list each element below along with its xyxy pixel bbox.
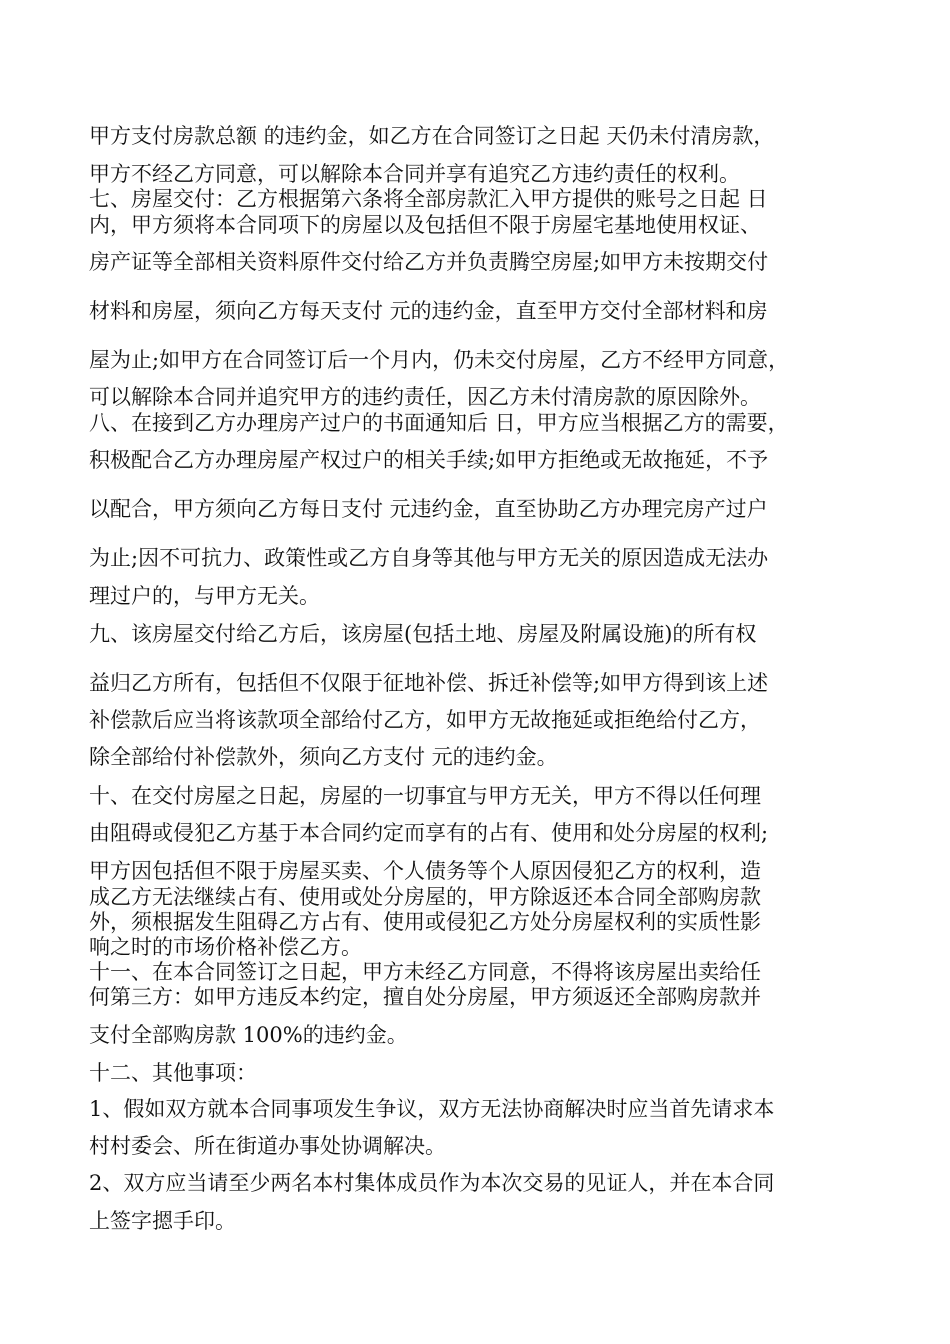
text-line: 十、在交付房屋之日起，房屋的一切事宜与甲方无关，甲方不得以任何理 xyxy=(89,784,761,808)
text-line: 由阻碍或侵犯乙方基于本合同约定而享有的占有、使用和处分房屋的权利; xyxy=(89,821,769,845)
text-line: 内，甲方须将本合同项下的房屋以及包括但不限于房屋宅基地使用权证、 xyxy=(89,213,761,237)
text-line: 十二、其他事项： xyxy=(89,1061,257,1085)
text-line: 九、该房屋交付给乙方后，该房屋(包括土地、房屋及附属设施)的所有权 xyxy=(89,622,757,646)
text-line: 为止;因不可抗力、政策性或乙方自身等其他与甲方无关的原因造成无法办 xyxy=(89,546,769,570)
text-line: 上签字摁手印。 xyxy=(89,1209,236,1233)
text-line: 2、双方应当请至少两名本村集体成员作为本次交易的见证人，并在本合同 xyxy=(89,1171,775,1195)
text-line: 积极配合乙方办理房屋产权过户的相关手续;如甲方拒绝或无故拖延，不予 xyxy=(89,448,769,472)
text-line: 十一、在本合同签订之日起，甲方未经乙方同意，不得将该房屋出卖给任 xyxy=(89,960,761,984)
text-line: 屋为止;如甲方在合同签订后一个月内，仍未交付房屋，乙方不经甲方同意， xyxy=(89,348,790,372)
text-line: 甲方因包括但不限于房屋买卖、个人债务等个人原因侵犯乙方的权利，造 xyxy=(89,859,761,883)
text-line: 七、房屋交付：乙方根据第六条将全部房款汇入甲方提供的账号之日起 日 xyxy=(89,187,768,211)
text-line: 外，须根据发生阻碍乙方占有、使用或侵犯乙方处分房屋权利的实质性影 xyxy=(89,910,761,934)
text-line: 房产证等全部相关资料原件交付给乙方并负责腾空房屋;如甲方未按期交付 xyxy=(89,250,769,274)
text-line: 1、假如双方就本合同事项发生争议，双方无法协商解决时应当首先请求本 xyxy=(89,1097,775,1121)
text-line: 益归乙方所有，包括但不仅限于征地补偿、拆迁补偿等;如甲方得到该上述 xyxy=(89,671,769,695)
text-line: 支付全部购房款 100%的违约金。 xyxy=(89,1023,408,1047)
text-line: 八、在接到乙方办理房产过户的书面通知后 日，甲方应当根据乙方的需要， xyxy=(89,411,789,435)
text-line: 成乙方无法继续占有、使用或处分房屋的，甲方除返还本合同全部购房款 xyxy=(89,885,761,909)
text-line: 理过户的，与甲方无关。 xyxy=(89,584,320,608)
text-line: 除全部给付补偿款外，须向乙方支付 元的违约金。 xyxy=(89,745,558,769)
text-line: 甲方支付房款总额 的违约金，如乙方在合同签订之日起 天仍未付清房款， xyxy=(89,124,775,148)
text-line: 何第三方：如甲方违反本约定，擅自处分房屋，甲方须返还全部购房款并 xyxy=(89,985,761,1009)
text-line: 材料和房屋，须向乙方每天支付 元的违约金，直至甲方交付全部材料和房 xyxy=(89,299,768,323)
text-line: 村村委会、所在街道办事处协调解决。 xyxy=(89,1134,446,1158)
text-line: 补偿款后应当将该款项全部给付乙方，如甲方无故拖延或拒绝给付乙方， xyxy=(89,708,761,732)
text-line: 甲方不经乙方同意，可以解除本合同并享有追究乙方违约责任的权利。 xyxy=(89,162,740,186)
text-line: 响之时的市场价格补偿乙方。 xyxy=(89,935,362,959)
text-line: 以配合，甲方须向乙方每日支付 元违约金，直至协助乙方办理完房产过户 xyxy=(89,497,768,521)
text-line: 可以解除本合同并追究甲方的违约责任，因乙方未付清房款的原因除外。 xyxy=(89,385,761,409)
